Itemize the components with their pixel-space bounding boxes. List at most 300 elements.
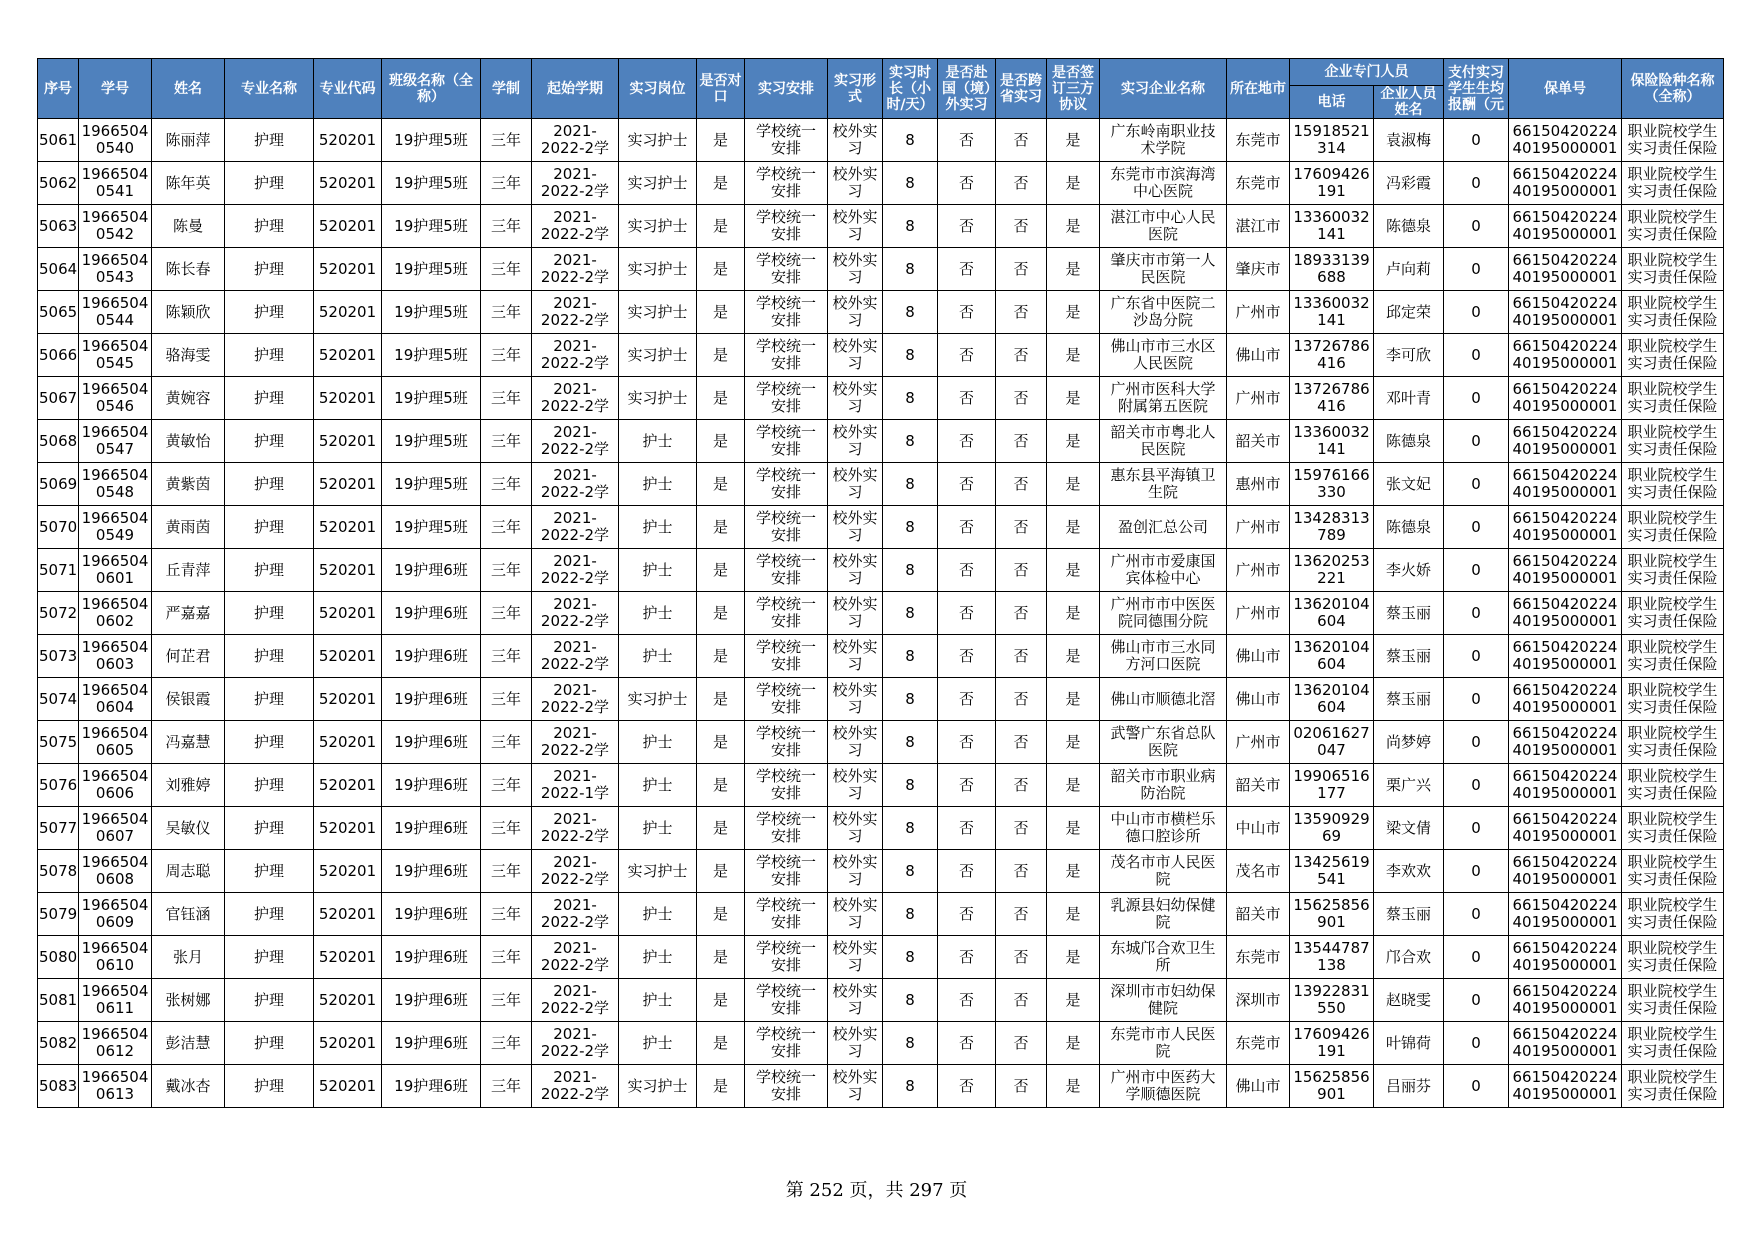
cell-policy-no: 66150420224 40195000001 (1509, 721, 1622, 764)
cell-class-name: 19护理5班 (382, 334, 481, 377)
cell-pay: 0 (1444, 807, 1509, 850)
cell-class-name: 19护理5班 (382, 205, 481, 248)
cell-seq: 5074 (38, 678, 79, 721)
cell-company: 韶关市市职业病 防治院 (1100, 764, 1227, 807)
cell-contact-phone: 13425619 541 (1290, 850, 1374, 893)
cell-major: 护理 (225, 893, 314, 936)
cell-contact-phone: 17609426 191 (1290, 162, 1374, 205)
cell-company: 广州市市中医医 院同德围分院 (1100, 592, 1227, 635)
cell-insurance: 职业院校学生 实习责任保险 (1622, 635, 1724, 678)
cell-company: 广州市中医药大 学顺德医院 (1100, 1065, 1227, 1108)
cell-city: 佛山市 (1227, 1065, 1290, 1108)
cell-cross-province: 否 (996, 205, 1047, 248)
cell-pay: 0 (1444, 850, 1509, 893)
cell-company: 惠东县平海镇卫 生院 (1100, 463, 1227, 506)
cell-student-id: 1966504 0606 (79, 764, 152, 807)
cell-seq: 5081 (38, 979, 79, 1022)
cell-pay: 0 (1444, 506, 1509, 549)
cell-agreement: 是 (1047, 764, 1100, 807)
cell-contact-name: 李欢欢 (1374, 850, 1444, 893)
cell-agreement: 是 (1047, 463, 1100, 506)
cell-contact-phone: 13590929 69 (1290, 807, 1374, 850)
cell-arrangement: 学校统一 安排 (745, 592, 828, 635)
cell-position: 实习护士 (619, 162, 697, 205)
cell-arrangement: 学校统一 安排 (745, 205, 828, 248)
cell-policy-no: 66150420224 40195000001 (1509, 850, 1622, 893)
cell-insurance: 职业院校学生 实习责任保险 (1622, 1022, 1724, 1065)
cell-insurance: 职业院校学生 实习责任保险 (1622, 1065, 1724, 1108)
cell-arrangement: 学校统一 安排 (745, 979, 828, 1022)
cell-seq: 5068 (38, 420, 79, 463)
cell-class-name: 19护理6班 (382, 549, 481, 592)
cell-start-term: 2021- 2022-2学 (532, 420, 619, 463)
cell-seq: 5062 (38, 162, 79, 205)
cell-hours: 8 (883, 678, 938, 721)
cell-seq: 5073 (38, 635, 79, 678)
cell-hours: 8 (883, 420, 938, 463)
cell-contact-name: 蔡玉丽 (1374, 893, 1444, 936)
cell-arrangement: 学校统一 安排 (745, 248, 828, 291)
cell-contact-name: 陈德泉 (1374, 420, 1444, 463)
cell-hours: 8 (883, 506, 938, 549)
table-body (38, 119, 1724, 1108)
cell-student-id: 1966504 0613 (79, 1065, 152, 1108)
cell-schooling: 三年 (481, 979, 532, 1022)
cell-pay: 0 (1444, 377, 1509, 420)
cell-major: 护理 (225, 248, 314, 291)
cell-abroad: 否 (938, 764, 996, 807)
table-row (38, 764, 1724, 807)
header-major: 专业名称 (225, 59, 314, 119)
cell-city: 肇庆市 (1227, 248, 1290, 291)
header-city: 所在地市 (1227, 59, 1290, 119)
cell-name: 黄紫茵 (152, 463, 225, 506)
cell-company: 湛江市中心人民 医院 (1100, 205, 1227, 248)
cell-pay: 0 (1444, 205, 1509, 248)
cell-cross-province: 否 (996, 506, 1047, 549)
cell-form: 校外实 习 (828, 592, 883, 635)
cell-city: 佛山市 (1227, 678, 1290, 721)
cell-city: 广州市 (1227, 592, 1290, 635)
cell-matched: 是 (697, 463, 745, 506)
cell-abroad: 否 (938, 936, 996, 979)
table-row (38, 334, 1724, 377)
cell-arrangement: 学校统一 安排 (745, 936, 828, 979)
cell-name: 黄雨茵 (152, 506, 225, 549)
cell-insurance: 职业院校学生 实习责任保险 (1622, 205, 1724, 248)
cell-matched: 是 (697, 850, 745, 893)
page-footer: 第 252 页，共 297 页 (785, 1180, 968, 1201)
cell-major-code: 520201 (314, 1065, 382, 1108)
cell-form: 校外实 习 (828, 506, 883, 549)
cell-contact-name: 邓叶青 (1374, 377, 1444, 420)
table-row (38, 592, 1724, 635)
cell-contact-phone: 13620104 604 (1290, 635, 1374, 678)
cell-arrangement: 学校统一 安排 (745, 463, 828, 506)
cell-abroad: 否 (938, 1065, 996, 1108)
cell-arrangement: 学校统一 安排 (745, 1022, 828, 1065)
cell-class-name: 19护理6班 (382, 764, 481, 807)
cell-pay: 0 (1444, 1065, 1509, 1108)
cell-form: 校外实 习 (828, 463, 883, 506)
cell-name: 彭洁慧 (152, 1022, 225, 1065)
cell-name: 黄婉容 (152, 377, 225, 420)
cell-city: 茂名市 (1227, 850, 1290, 893)
cell-position: 护士 (619, 420, 697, 463)
cell-form: 校外实 习 (828, 334, 883, 377)
cell-cross-province: 否 (996, 334, 1047, 377)
cell-name: 张月 (152, 936, 225, 979)
cell-city: 东莞市 (1227, 1022, 1290, 1065)
cell-company: 茂名市市人民医 院 (1100, 850, 1227, 893)
cell-start-term: 2021- 2022-2学 (532, 205, 619, 248)
cell-seq: 5082 (38, 1022, 79, 1065)
cell-form: 校外实 习 (828, 377, 883, 420)
cell-schooling: 三年 (481, 807, 532, 850)
cell-cross-province: 否 (996, 936, 1047, 979)
cell-policy-no: 66150420224 40195000001 (1509, 291, 1622, 334)
header-agreement: 是否签订三方协议 (1047, 59, 1100, 119)
cell-start-term: 2021- 2022-2学 (532, 936, 619, 979)
table-row (38, 377, 1724, 420)
cell-arrangement: 学校统一 安排 (745, 1065, 828, 1108)
cell-major: 护理 (225, 463, 314, 506)
cell-start-term: 2021- 2022-2学 (532, 850, 619, 893)
cell-company: 韶关市市粤北人 民医院 (1100, 420, 1227, 463)
cell-major: 护理 (225, 807, 314, 850)
cell-agreement: 是 (1047, 549, 1100, 592)
cell-matched: 是 (697, 506, 745, 549)
cell-policy-no: 66150420224 40195000001 (1509, 506, 1622, 549)
cell-start-term: 2021- 2022-2学 (532, 592, 619, 635)
cell-major-code: 520201 (314, 549, 382, 592)
cell-schooling: 三年 (481, 1022, 532, 1065)
cell-class-name: 19护理5班 (382, 377, 481, 420)
cell-contact-name: 吕丽芬 (1374, 1065, 1444, 1108)
cell-major-code: 520201 (314, 420, 382, 463)
cell-insurance: 职业院校学生 实习责任保险 (1622, 850, 1724, 893)
cell-matched: 是 (697, 936, 745, 979)
table-row (38, 936, 1724, 979)
cell-agreement: 是 (1047, 1065, 1100, 1108)
cell-major: 护理 (225, 549, 314, 592)
cell-matched: 是 (697, 678, 745, 721)
cell-contact-name: 袁淑梅 (1374, 119, 1444, 162)
cell-agreement: 是 (1047, 420, 1100, 463)
cell-name: 骆海雯 (152, 334, 225, 377)
cell-policy-no: 66150420224 40195000001 (1509, 248, 1622, 291)
cell-insurance: 职业院校学生 实习责任保险 (1622, 119, 1724, 162)
cell-contact-name: 陈德泉 (1374, 506, 1444, 549)
cell-agreement: 是 (1047, 205, 1100, 248)
cell-position: 护士 (619, 463, 697, 506)
table-row (38, 635, 1724, 678)
cell-cross-province: 否 (996, 377, 1047, 420)
cell-form: 校外实 习 (828, 291, 883, 334)
cell-company: 武警广东省总队 医院 (1100, 721, 1227, 764)
cell-form: 校外实 习 (828, 721, 883, 764)
cell-major-code: 520201 (314, 119, 382, 162)
cell-seq: 5072 (38, 592, 79, 635)
cell-name: 吴敏仪 (152, 807, 225, 850)
cell-student-id: 1966504 0543 (79, 248, 152, 291)
cell-arrangement: 学校统一 安排 (745, 678, 828, 721)
cell-name: 陈长春 (152, 248, 225, 291)
cell-start-term: 2021- 2022-2学 (532, 162, 619, 205)
cell-schooling: 三年 (481, 205, 532, 248)
cell-city: 东莞市 (1227, 119, 1290, 162)
cell-agreement: 是 (1047, 807, 1100, 850)
cell-contact-phone: 02061627 047 (1290, 721, 1374, 764)
cell-schooling: 三年 (481, 119, 532, 162)
cell-abroad: 否 (938, 850, 996, 893)
cell-policy-no: 66150420224 40195000001 (1509, 936, 1622, 979)
cell-class-name: 19护理5班 (382, 119, 481, 162)
cell-contact-name: 栗广兴 (1374, 764, 1444, 807)
cell-agreement: 是 (1047, 1022, 1100, 1065)
cell-insurance: 职业院校学生 实习责任保险 (1622, 463, 1724, 506)
internship-table-container (37, 58, 1723, 1108)
cell-name: 何芷君 (152, 635, 225, 678)
cell-insurance: 职业院校学生 实习责任保险 (1622, 248, 1724, 291)
cell-major-code: 520201 (314, 248, 382, 291)
cell-contact-phone: 13360032 141 (1290, 420, 1374, 463)
cell-policy-no: 66150420224 40195000001 (1509, 592, 1622, 635)
cell-seq: 5080 (38, 936, 79, 979)
cell-company: 佛山市市三水同 方河口医院 (1100, 635, 1227, 678)
cell-position: 护士 (619, 506, 697, 549)
cell-student-id: 1966504 0541 (79, 162, 152, 205)
cell-form: 校外实 习 (828, 764, 883, 807)
header-name: 姓名 (152, 59, 225, 119)
cell-city: 韶关市 (1227, 420, 1290, 463)
cell-schooling: 三年 (481, 248, 532, 291)
cell-contact-name: 蔡玉丽 (1374, 678, 1444, 721)
header-schooling: 学制 (481, 59, 532, 119)
cell-insurance: 职业院校学生 实习责任保险 (1622, 334, 1724, 377)
cell-form: 校外实 习 (828, 420, 883, 463)
cell-name: 张树娜 (152, 979, 225, 1022)
cell-cross-province: 否 (996, 893, 1047, 936)
cell-seq: 5076 (38, 764, 79, 807)
cell-name: 陈曼 (152, 205, 225, 248)
cell-position: 实习护士 (619, 291, 697, 334)
header-pay: 支付实习学生生均报酬（元 (1444, 59, 1509, 119)
cell-contact-phone: 15625856 901 (1290, 1065, 1374, 1108)
cell-company: 广东岭南职业技 术学院 (1100, 119, 1227, 162)
cell-name: 官钰涵 (152, 893, 225, 936)
cell-class-name: 19护理5班 (382, 463, 481, 506)
cell-major: 护理 (225, 678, 314, 721)
cell-contact-phone: 18933139 688 (1290, 248, 1374, 291)
table-row (38, 291, 1724, 334)
cell-matched: 是 (697, 334, 745, 377)
cell-start-term: 2021- 2022-2学 (532, 678, 619, 721)
header-start-term: 起始学期 (532, 59, 619, 119)
cell-cross-province: 否 (996, 463, 1047, 506)
cell-start-term: 2021- 2022-2学 (532, 463, 619, 506)
cell-city: 韶关市 (1227, 893, 1290, 936)
cell-schooling: 三年 (481, 1065, 532, 1108)
cell-abroad: 否 (938, 979, 996, 1022)
cell-hours: 8 (883, 936, 938, 979)
cell-company: 佛山市市三水区 人民医院 (1100, 334, 1227, 377)
header-contact-name: 企业人员姓名 (1374, 86, 1444, 119)
cell-major-code: 520201 (314, 936, 382, 979)
cell-agreement: 是 (1047, 506, 1100, 549)
cell-city: 广州市 (1227, 506, 1290, 549)
cell-schooling: 三年 (481, 463, 532, 506)
cell-pay: 0 (1444, 936, 1509, 979)
cell-position: 实习护士 (619, 334, 697, 377)
cell-contact-phone: 15976166 330 (1290, 463, 1374, 506)
cell-agreement: 是 (1047, 678, 1100, 721)
cell-matched: 是 (697, 162, 745, 205)
header-form: 实习形式 (828, 59, 883, 119)
cell-student-id: 1966504 0548 (79, 463, 152, 506)
cell-city: 广州市 (1227, 721, 1290, 764)
cell-class-name: 19护理6班 (382, 678, 481, 721)
cell-abroad: 否 (938, 463, 996, 506)
cell-hours: 8 (883, 807, 938, 850)
cell-major-code: 520201 (314, 463, 382, 506)
table-row (38, 119, 1724, 162)
table-row (38, 506, 1724, 549)
cell-company: 深圳市市妇幼保 健院 (1100, 979, 1227, 1022)
cell-pay: 0 (1444, 248, 1509, 291)
cell-pay: 0 (1444, 635, 1509, 678)
cell-position: 护士 (619, 635, 697, 678)
cell-hours: 8 (883, 592, 938, 635)
cell-agreement: 是 (1047, 850, 1100, 893)
cell-arrangement: 学校统一 安排 (745, 549, 828, 592)
cell-policy-no: 66150420224 40195000001 (1509, 205, 1622, 248)
cell-class-name: 19护理6班 (382, 850, 481, 893)
cell-contact-name: 蔡玉丽 (1374, 592, 1444, 635)
cell-abroad: 否 (938, 635, 996, 678)
cell-matched: 是 (697, 721, 745, 764)
cell-seq: 5067 (38, 377, 79, 420)
cell-arrangement: 学校统一 安排 (745, 764, 828, 807)
table-row (38, 850, 1724, 893)
cell-hours: 8 (883, 979, 938, 1022)
cell-pay: 0 (1444, 979, 1509, 1022)
cell-major: 护理 (225, 635, 314, 678)
cell-schooling: 三年 (481, 721, 532, 764)
table-row (38, 1022, 1724, 1065)
cell-matched: 是 (697, 377, 745, 420)
cell-arrangement: 学校统一 安排 (745, 893, 828, 936)
cell-city: 广州市 (1227, 291, 1290, 334)
cell-hours: 8 (883, 893, 938, 936)
cell-pay: 0 (1444, 463, 1509, 506)
cell-student-id: 1966504 0542 (79, 205, 152, 248)
cell-class-name: 19护理5班 (382, 248, 481, 291)
cell-hours: 8 (883, 1022, 938, 1065)
cell-pay: 0 (1444, 420, 1509, 463)
cell-abroad: 否 (938, 119, 996, 162)
cell-form: 校外实 习 (828, 205, 883, 248)
cell-cross-province: 否 (996, 635, 1047, 678)
cell-cross-province: 否 (996, 979, 1047, 1022)
cell-cross-province: 否 (996, 291, 1047, 334)
cell-schooling: 三年 (481, 850, 532, 893)
cell-abroad: 否 (938, 721, 996, 764)
cell-contact-name: 蔡玉丽 (1374, 635, 1444, 678)
header-student-id: 学号 (79, 59, 152, 119)
cell-contact-name: 陈德泉 (1374, 205, 1444, 248)
cell-position: 实习护士 (619, 248, 697, 291)
cell-seq: 5071 (38, 549, 79, 592)
cell-start-term: 2021- 2022-2学 (532, 291, 619, 334)
cell-major: 护理 (225, 162, 314, 205)
cell-pay: 0 (1444, 1022, 1509, 1065)
cell-contact-phone: 13360032 141 (1290, 205, 1374, 248)
cell-class-name: 19护理5班 (382, 506, 481, 549)
cell-matched: 是 (697, 807, 745, 850)
cell-class-name: 19护理6班 (382, 1065, 481, 1108)
cell-city: 广州市 (1227, 549, 1290, 592)
cell-cross-province: 否 (996, 807, 1047, 850)
cell-company: 中山市市横栏乐 德口腔诊所 (1100, 807, 1227, 850)
cell-contact-name: 邱定荣 (1374, 291, 1444, 334)
cell-position: 护士 (619, 764, 697, 807)
cell-hours: 8 (883, 162, 938, 205)
cell-contact-phone: 13726786 416 (1290, 377, 1374, 420)
cell-class-name: 19护理6班 (382, 721, 481, 764)
cell-abroad: 否 (938, 205, 996, 248)
cell-hours: 8 (883, 205, 938, 248)
table-row (38, 463, 1724, 506)
cell-student-id: 1966504 0547 (79, 420, 152, 463)
cell-form: 校外实 习 (828, 248, 883, 291)
cell-student-id: 1966504 0549 (79, 506, 152, 549)
cell-class-name: 19护理6班 (382, 1022, 481, 1065)
table-row (38, 1065, 1724, 1108)
cell-start-term: 2021- 2022-2学 (532, 1022, 619, 1065)
cell-contact-name: 赵晓雯 (1374, 979, 1444, 1022)
cell-matched: 是 (697, 979, 745, 1022)
cell-arrangement: 学校统一 安排 (745, 807, 828, 850)
cell-start-term: 2021- 2022-2学 (532, 506, 619, 549)
cell-schooling: 三年 (481, 592, 532, 635)
cell-major-code: 520201 (314, 850, 382, 893)
cell-major-code: 520201 (314, 764, 382, 807)
cell-schooling: 三年 (481, 162, 532, 205)
cell-agreement: 是 (1047, 119, 1100, 162)
cell-insurance: 职业院校学生 实习责任保险 (1622, 592, 1724, 635)
cell-student-id: 1966504 0540 (79, 119, 152, 162)
cell-major: 护理 (225, 377, 314, 420)
cell-cross-province: 否 (996, 1022, 1047, 1065)
cell-policy-no: 66150420224 40195000001 (1509, 162, 1622, 205)
cell-form: 校外实 习 (828, 119, 883, 162)
cell-major: 护理 (225, 764, 314, 807)
cell-major-code: 520201 (314, 205, 382, 248)
cell-insurance: 职业院校学生 实习责任保险 (1622, 162, 1724, 205)
cell-position: 护士 (619, 893, 697, 936)
cell-matched: 是 (697, 420, 745, 463)
cell-arrangement: 学校统一 安排 (745, 377, 828, 420)
cell-abroad: 否 (938, 807, 996, 850)
cell-abroad: 否 (938, 549, 996, 592)
cell-insurance: 职业院校学生 实习责任保险 (1622, 506, 1724, 549)
cell-cross-province: 否 (996, 592, 1047, 635)
cell-position: 护士 (619, 721, 697, 764)
cell-company: 广东省中医院二 沙岛分院 (1100, 291, 1227, 334)
cell-start-term: 2021- 2022-2学 (532, 248, 619, 291)
cell-student-id: 1966504 0610 (79, 936, 152, 979)
